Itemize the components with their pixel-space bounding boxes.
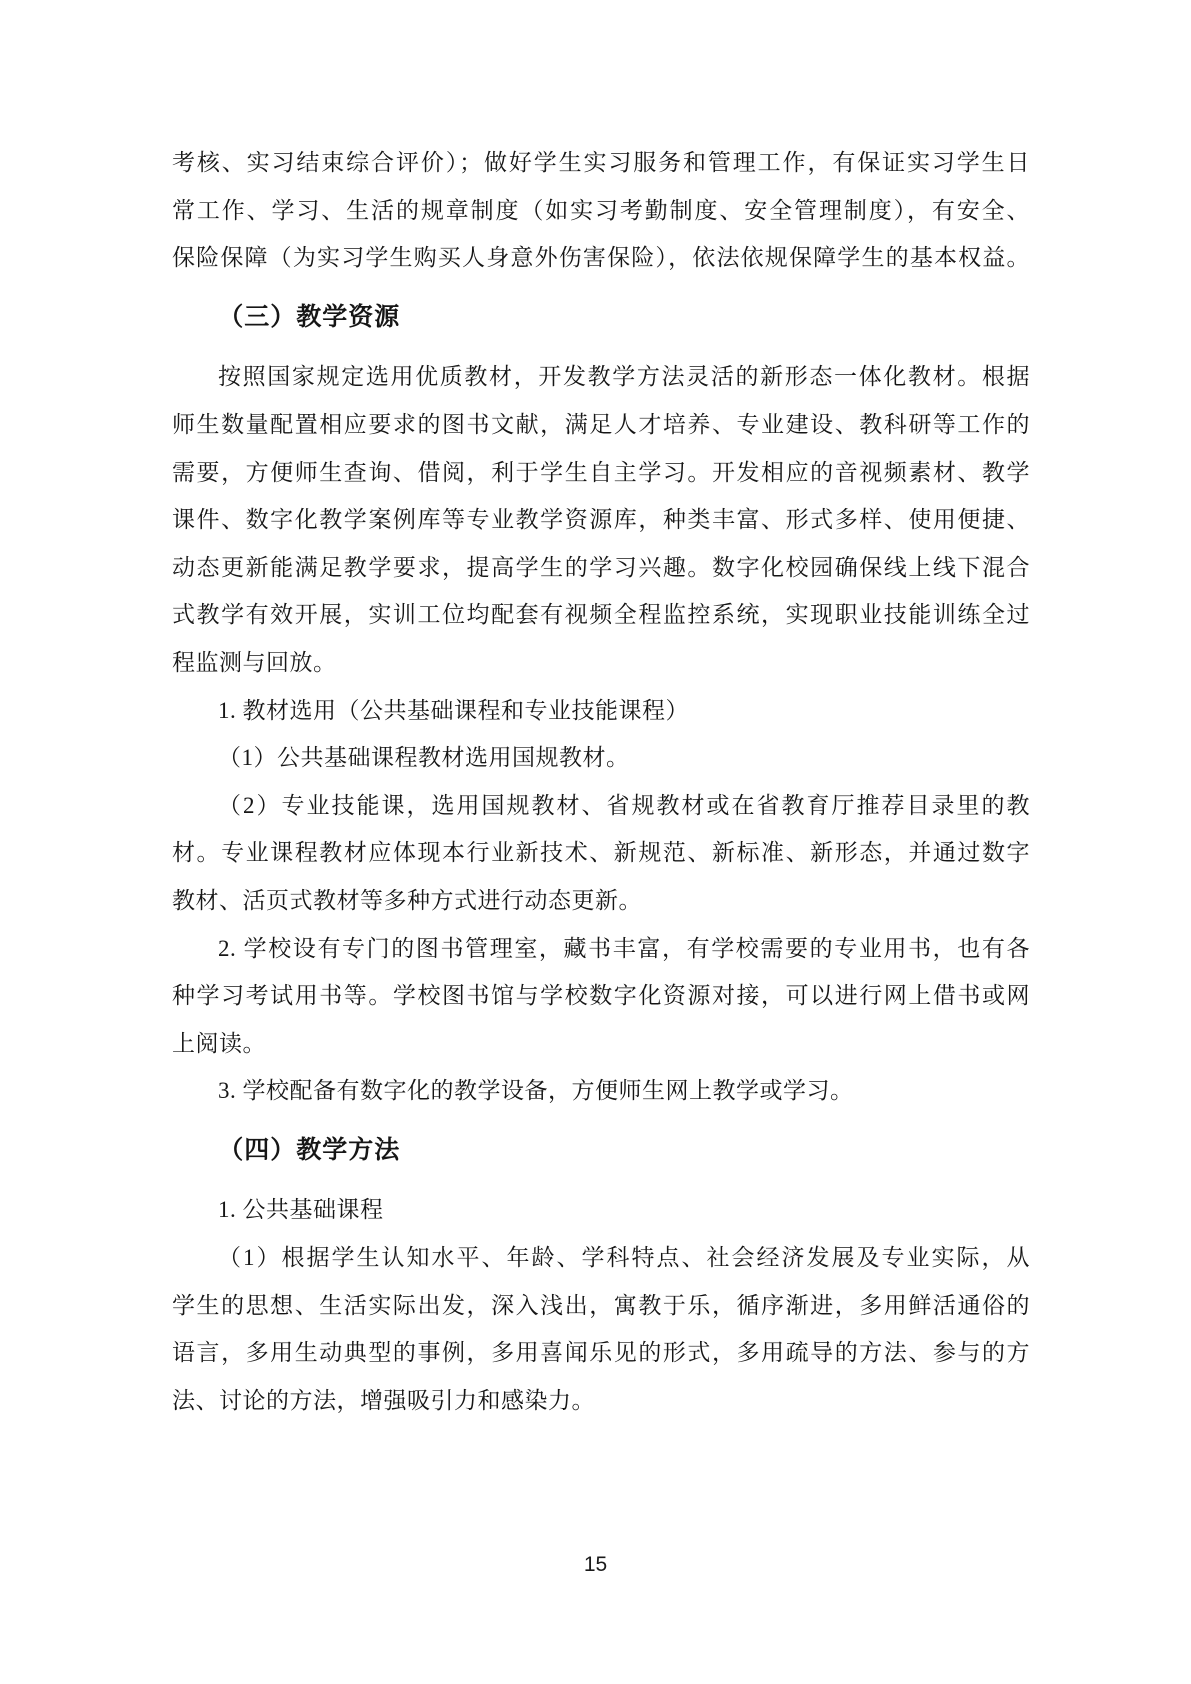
paragraph-line: 式教学有效开展，实训工位均配套有视频全程监控系统，实现职业技能训练全过: [172, 602, 1030, 628]
paragraph-line: 学生的思想、生活实际出发，深入浅出，寓教于乐，循序渐进，多用鲜活通俗的: [172, 1292, 1030, 1318]
list-item-line: （1）根据学生认知水平、年龄、学科特点、社会经济发展及专业实际，从: [218, 1245, 1030, 1271]
paragraph-line: 按照国家规定选用优质教材，开发教学方法灵活的新形态一体化教材。根据: [218, 364, 1030, 390]
page-footer: [0, 1553, 1191, 1577]
document-body: [172, 139, 1030, 1424]
paragraph-line: 语言，多用生动典型的事例，多用喜闻乐见的形式，多用疏导的方法、参与的方: [172, 1340, 1030, 1366]
paragraph-line: 程监测与回放。: [172, 649, 337, 675]
list-item-line: （2）专业技能课，选用国规教材、省规教材或在省教育厅推荐目录里的教: [218, 792, 1030, 818]
paragraph-line: 课件、数字化教学案例库等专业教学资源库，种类丰富、形式多样、使用便捷、: [172, 507, 1030, 533]
list-item-line: 1. 教材选用（公共基础课程和专业技能课程）: [218, 697, 689, 723]
paragraph-line: 师生数量配置相应要求的图书文献，满足人才培养、专业建设、教科研等工作的: [172, 411, 1030, 437]
page-number: 15: [583, 1553, 608, 1576]
section-heading-teaching-methods: （四）教学方法: [218, 1136, 401, 1164]
paragraph-line: 上阅读。: [172, 1030, 266, 1056]
paragraph-line: 法、讨论的方法，增强吸引力和感染力。: [172, 1387, 595, 1413]
list-item-line: 3. 学校配备有数字化的教学设备，方便师生网上教学或学习。: [218, 1078, 854, 1104]
paragraph-line: 动态更新能满足教学要求，提高学生的学习兴趣。数字化校园确保线上线下混合: [172, 554, 1030, 580]
paragraph-line: 考核、实习结束综合评价）；做好学生实习服务和管理工作，有保证实习学生日: [172, 150, 1030, 175]
list-item-line: 2. 学校设有专门的图书管理室，藏书丰富，有学校需要的专业用书，也有各: [218, 935, 1030, 961]
paragraph-line: 材。专业课程教材应体现本行业新技术、新规范、新标准、新形态，并通过数字: [172, 840, 1030, 866]
paragraph-line: 种学习考试用书等。学校图书馆与学校数字化资源对接，可以进行网上借书或网: [172, 983, 1030, 1009]
list-item-line: 1. 公共基础课程: [218, 1197, 384, 1223]
paragraph-line: 保险保障（为实习学生购买人身意外伤害保险），依法依规保障学生的基本权益。: [172, 245, 1030, 271]
paragraph-line: 教材、活页式教材等多种方式进行动态更新。: [172, 887, 642, 913]
list-item-line: （1）公共基础课程教材选用国规教材。: [218, 745, 630, 771]
section-heading-teaching-resources: （三）教学资源: [218, 303, 401, 331]
paragraph-line: 需要，方便师生查询、借阅，利于学生自主学习。开发相应的音视频素材、教学: [172, 459, 1030, 485]
paragraph-line: 常工作、学习、生活的规章制度（如实习考勤制度、安全管理制度），有安全、: [172, 197, 1030, 223]
